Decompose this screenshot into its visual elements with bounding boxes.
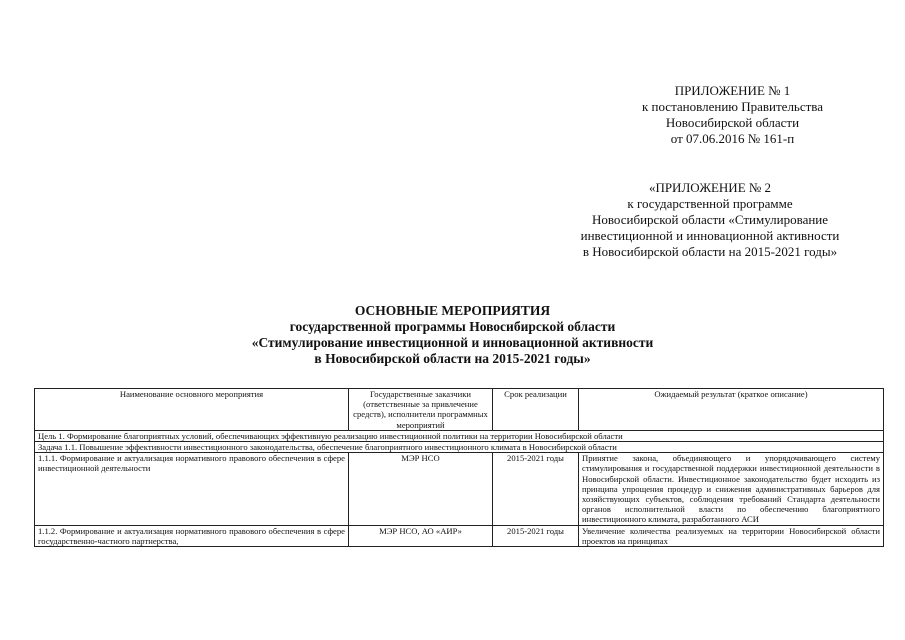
measures-table — [34, 388, 884, 547]
title-line: «Стимулирование инвестиционной и инновационной активности — [251, 335, 654, 350]
document-title — [0, 303, 905, 367]
customer-cell: МЭР НСО — [349, 453, 493, 525]
result-cell: Принятие закона, объединяющего и упорядочивающего систему стимулирования и государственной поддержки инвестиционной деятельности в Новосибирской области. Инвестиционное законодательство будет исходить из принципа упрощения процедур и снижения административных барьеров для хозяйствующих субъектов, соблюдения требований Стандарта деятельности органов исполнительной власти по обеспечению благоприятного инвестиционного климата, разработанного АСИ — [579, 453, 884, 525]
table-header-row — [35, 389, 884, 431]
appendix-2-line: инвестиционной и инновационной активности — [580, 228, 840, 243]
task-row — [35, 442, 884, 453]
task-cell: Задача 1.1. Повышение эффективности инвестиционного законодательства, обеспечение благоприятного инвестиционного климата в Новосибирской области — [35, 442, 884, 453]
title-line: ОСНОВНЫЕ МЕРОПРИЯТИЯ — [354, 303, 551, 318]
header-result: Ожидаемый результат (краткое описание) — [579, 389, 884, 431]
header-period: Срок реализации — [493, 389, 579, 431]
appendix-2-block — [540, 180, 880, 260]
appendix-1-line: от 07.06.2016 № 161-п — [670, 131, 795, 146]
appendix-1-line: ПРИЛОЖЕНИЕ № 1 — [674, 83, 791, 98]
period-cell: 2015-2021 годы — [493, 525, 579, 546]
appendix-2-line: Новосибирской области «Стимулирование — [591, 212, 829, 227]
table-row — [35, 453, 884, 525]
appendix-2-line: «ПРИЛОЖЕНИЕ № 2 — [648, 180, 772, 195]
table-row — [35, 525, 884, 546]
measure-name-cell: 1.1.2. Формирование и актуализация нормативного правового обеспечения в сфере государственно-частного партнерства, — [35, 525, 349, 546]
period-cell: 2015-2021 годы — [493, 453, 579, 525]
header-customers: Государственные заказчики (ответственные за привлечение средств), исполнители программных мероприятий — [349, 389, 493, 431]
appendix-2-line: к государственной программе — [627, 196, 793, 211]
result-cell: Увеличение количества реализуемых на территории Новосибирской области проектов на принципах — [579, 525, 884, 546]
header-measure-name: Наименование основного мероприятия — [35, 389, 349, 431]
appendix-2-line: в Новосибирской области на 2015-2021 годы» — [582, 244, 838, 259]
customer-cell: МЭР НСО, АО «АИР» — [349, 525, 493, 546]
goal-cell: Цель 1. Формирование благоприятных условий, обеспечивающих эффективную реализацию инвестиционной политики на территории Новосибирской области — [35, 430, 884, 441]
measure-name-cell: 1.1.1. Формирование и актуализация нормативного правового обеспечения в сфере инвестиционной деятельности — [35, 453, 349, 525]
appendix-1-line: к постановлению Правительства — [641, 99, 824, 114]
appendix-1-line: Новосибирской области — [665, 115, 800, 130]
title-line: государственной программы Новосибирской области — [289, 319, 616, 334]
appendix-1-block — [600, 83, 865, 147]
title-line: в Новосибирской области на 2015-2021 годы» — [314, 351, 591, 366]
goal-row — [35, 430, 884, 441]
